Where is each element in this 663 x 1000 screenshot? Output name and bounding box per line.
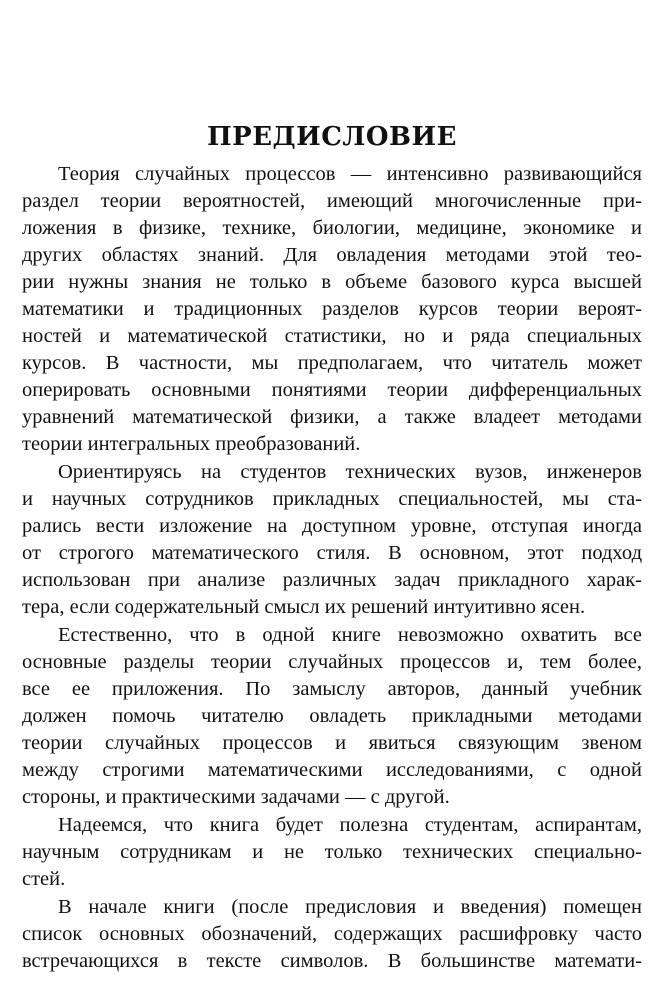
- text-line: и научных сотрудников прикладных специальностей, мы ста-: [22, 488, 642, 510]
- text-line: уравнений математической физики, а также владеет методами: [22, 406, 642, 428]
- text-line: других областях знаний. Для овладения методами этой тео-: [22, 244, 642, 266]
- text-line: В начале книги (после предисловия и введения) помещен: [58, 896, 642, 918]
- text-line: ложения в физике, технике, биологии, медицине, экономике и: [22, 217, 642, 239]
- text-line: стороны, и практическими задачами — с другой.: [22, 786, 450, 808]
- text-line: Теория случайных процессов — интенсивно развивающийся: [58, 163, 642, 185]
- text-line: курсов. В частности, мы предполагаем, что читатель может: [22, 352, 642, 374]
- text-line: Ориентируясь на студентов технических вузов, инженеров: [58, 461, 642, 483]
- document-page: [22, 0, 642, 1000]
- text-line: основные разделы теории случайных процессов и, тем более,: [22, 651, 642, 673]
- text-line: список основных обозначений, содержащих расшифровку часто: [22, 923, 642, 945]
- text-line: стей.: [22, 868, 66, 890]
- page-title: ПРЕДИСЛОВИЕ: [207, 122, 457, 152]
- text-line: ностей и математической статистики, но и ряда специальных: [22, 325, 642, 347]
- text-line: рии нужны знания не только в объеме базового курса высшей: [22, 271, 642, 293]
- text-line: научным сотрудникам и не только технических специально-: [22, 841, 642, 863]
- text-line: Естественно, что в одной книге невозможно охватить все: [58, 624, 642, 646]
- text-line: должен помочь читателю овладеть прикладными методами: [22, 705, 642, 727]
- text-line: Надеемся, что книга будет полезна студентам, аспирантам,: [58, 814, 642, 836]
- text-line: математики и традиционных разделов курсов теории вероят-: [22, 298, 642, 320]
- text-line: между строгими математическими исследованиями, с одной: [22, 759, 642, 781]
- text-line: использован при анализе различных задач прикладного харак-: [22, 569, 642, 591]
- text-line: все ее приложения. По замыслу авторов, данный учебник: [22, 678, 642, 700]
- text-line: встречающихся в тексте символов. В большинстве математи-: [22, 950, 642, 972]
- text-line: тера, если содержательный смысл их решений интуитивно ясен.: [22, 596, 586, 618]
- text-line: рались вести изложение на доступном уровне, отступая иногда: [22, 515, 642, 537]
- text-line: теории случайных процессов и явиться связующим звеном: [22, 732, 642, 754]
- text-line: оперировать основными понятиями теории дифференциальных: [22, 379, 642, 401]
- text-line: теории интегральных преобразований.: [22, 433, 361, 455]
- text-line: раздел теории вероятностей, имеющий многочисленные при-: [22, 190, 642, 212]
- text-line: от строгого математического стиля. В основном, этот подход: [22, 542, 642, 564]
